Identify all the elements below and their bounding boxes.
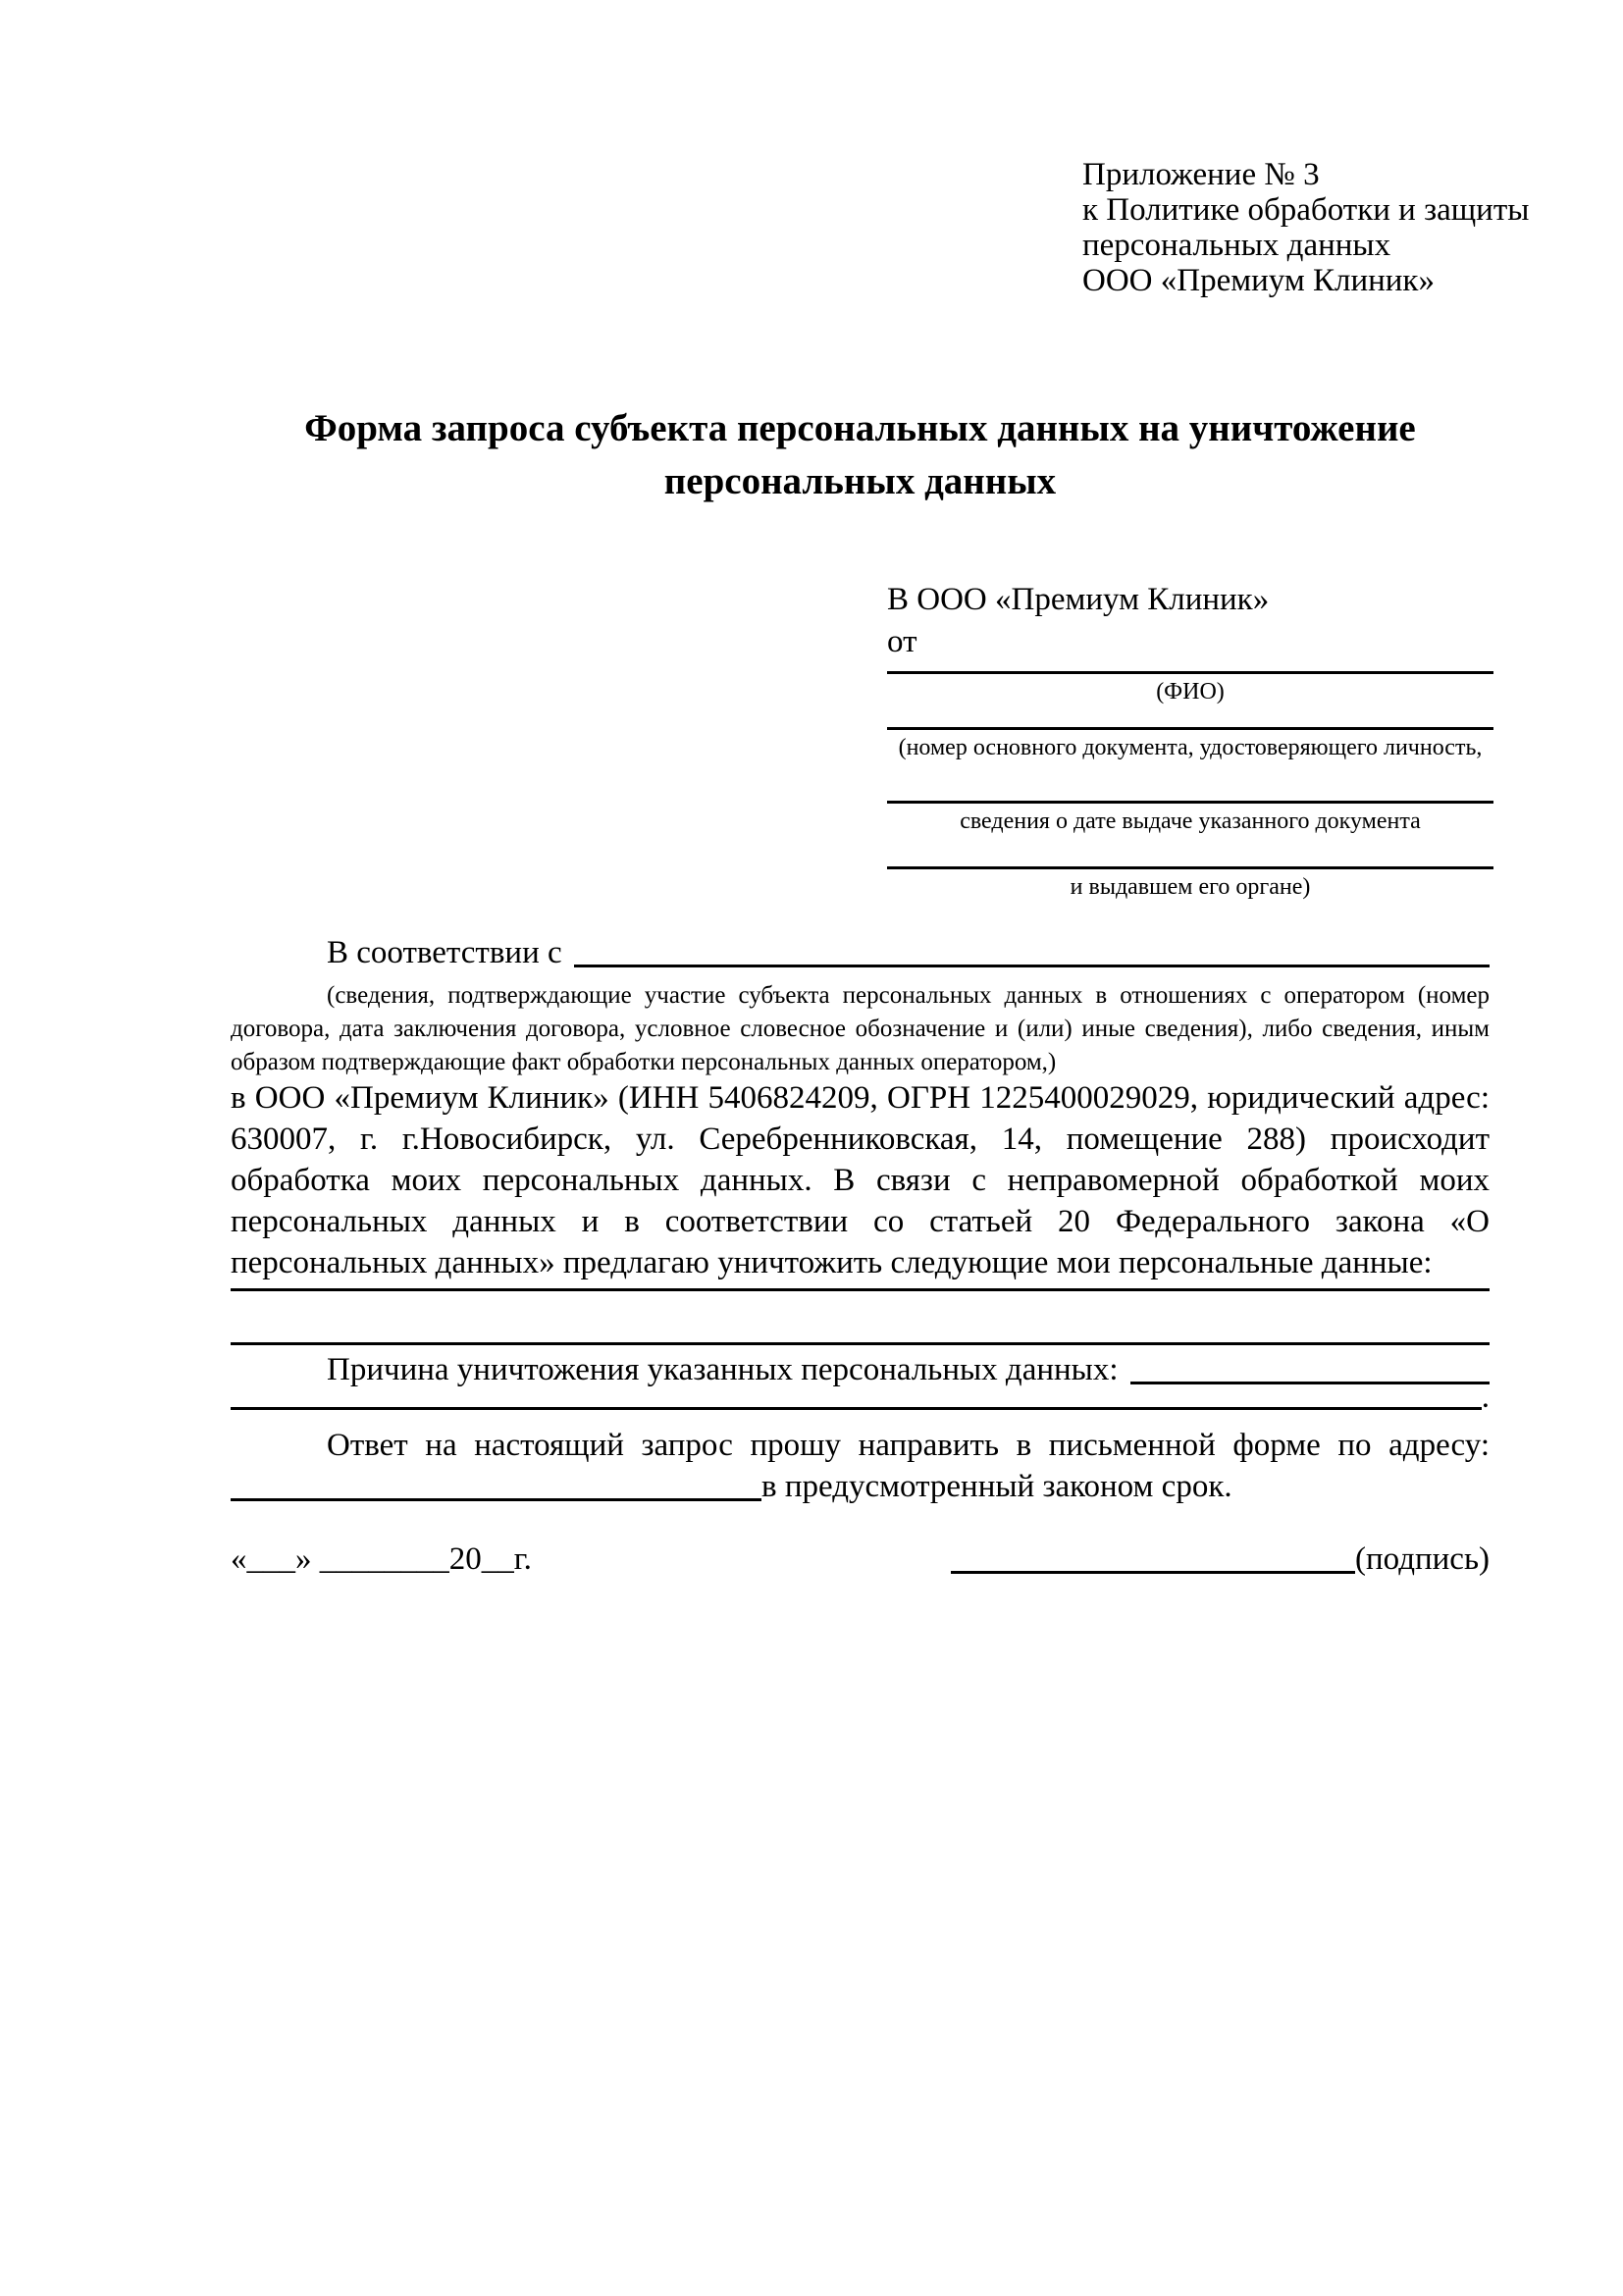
appendix-line: Приложение № 3 bbox=[1082, 157, 1320, 192]
signature-group bbox=[951, 1539, 1490, 1581]
personal-data-blank-line-2 bbox=[231, 1342, 1490, 1345]
issue-date-blank-line bbox=[887, 761, 1493, 804]
accordance-blank-line bbox=[574, 932, 1490, 967]
reason-continuation-row bbox=[231, 1378, 1490, 1417]
id-number-field bbox=[887, 705, 1493, 761]
appendix-note bbox=[1082, 157, 1529, 298]
fio-caption: (ФИО) bbox=[1156, 679, 1225, 704]
accordance-note: (сведения, подтверждающие участие субъекта персональных данных в отношениях с оператором (номер договора, дата заключения договора, условное словесное обозначение и (или) иные сведения), либо сведения, иным образом подтверждающие факт обработки персональных данных оператором,) bbox=[231, 982, 1490, 1075]
accordance-label: В соответствии с bbox=[327, 935, 562, 970]
issue-date-field bbox=[887, 761, 1493, 835]
signature-row bbox=[231, 1539, 1490, 1581]
appendix-line: персональных данных bbox=[1082, 228, 1391, 263]
signature-caption: (подпись) bbox=[1355, 1541, 1490, 1577]
page-title: Форма запроса субъекта персональных данных на уничтожение персональных данных bbox=[304, 407, 1416, 502]
appendix-line: ООО «Премиум Клиник» bbox=[1082, 263, 1435, 298]
addressee-from-label: от bbox=[887, 624, 917, 659]
issuing-authority-field bbox=[887, 835, 1493, 901]
reason-label: Причина уничтожения указанных персональных данных: bbox=[327, 1352, 1119, 1387]
issue-date-caption: сведения о дате выдаче указанного документа bbox=[960, 809, 1421, 834]
signature-blank-line bbox=[951, 1571, 1355, 1574]
issuing-authority-blank-line bbox=[887, 835, 1493, 869]
reason-period: . bbox=[1481, 1380, 1490, 1415]
response-continuation-row bbox=[231, 1466, 1490, 1508]
title-block bbox=[231, 402, 1490, 508]
id-number-caption: (номер основного документа, удостоверяющего личность, bbox=[898, 735, 1483, 760]
address-blank-line bbox=[231, 1466, 761, 1501]
reason-blank-line-2 bbox=[231, 1378, 1482, 1410]
statement-paragraph: в ООО «Премиум Клиник» (ИНН 5406824209, ОГРН 1225400029029, юридический адрес: 630007, г. г.Новосибирск, ул. Серебренниковская, 14, помещение 288) происходит обработка моих персональных данных. В связи с неправомерной обработкой моих персональных данных и в соответствии со статьей 20 Федерального закона «О персональных данных» предлагаю уничтожить следующие мои персональные данные: bbox=[231, 1080, 1490, 1280]
addressee-block bbox=[887, 579, 1493, 901]
personal-data-blank-line-1 bbox=[231, 1288, 1490, 1291]
fio-field bbox=[887, 663, 1493, 705]
appendix-line: к Политике обработки и защиты bbox=[1082, 192, 1530, 228]
response-tail-text: в предусмотренный законом срок. bbox=[761, 1469, 1232, 1504]
accordance-row bbox=[231, 932, 1490, 974]
id-number-blank-line bbox=[887, 705, 1493, 730]
date-blank-text: «___» ________20__г. bbox=[231, 1541, 532, 1577]
addressee-to: В ООО «Премиум Клиник» bbox=[887, 582, 1270, 617]
fio-blank-line bbox=[887, 663, 1493, 674]
response-request-text: Ответ на настоящий запрос прошу направить в письменной форме по адресу: bbox=[327, 1428, 1490, 1463]
issuing-authority-caption: и выдавшем его органе) bbox=[1070, 874, 1311, 900]
